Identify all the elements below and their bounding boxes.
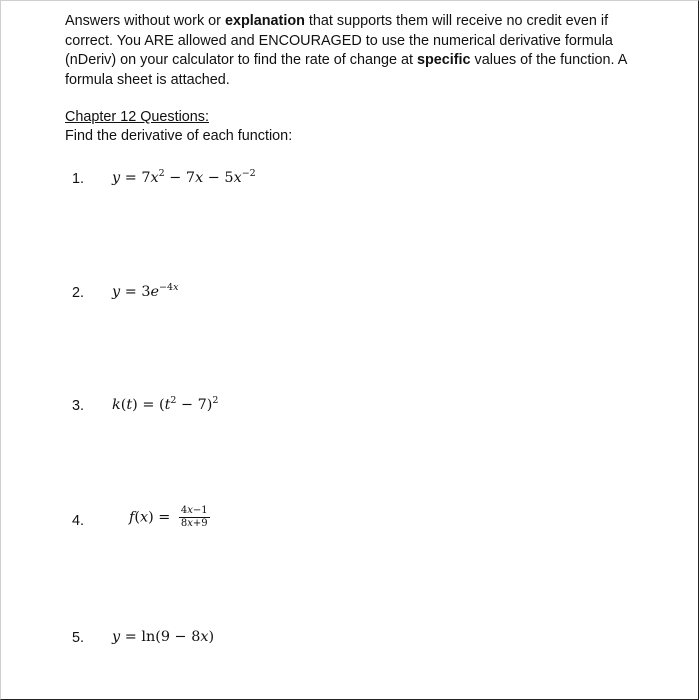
question-5-equation: y = ln(9 − 8x) bbox=[112, 629, 215, 645]
fraction: $\frac{4x-1}{8x+9}$ bbox=[180, 505, 208, 529]
instructions-bold-specific: specific bbox=[416, 52, 471, 68]
instructions-paragraph bbox=[65, 12, 655, 90]
instructions-text-1: Answers without work or bbox=[65, 13, 225, 29]
question-number: 4. bbox=[72, 513, 85, 529]
question-number: 3. bbox=[72, 398, 85, 414]
question-1-equation: $y = 7x^2 - 7x - 5x^{-2}$ bbox=[112, 168, 256, 186]
instructions-text-2: that supports them will receive no credit even if correct. You ARE allowed and ENCOURAGED to use the numerical derivative formula (nDeriv) on your calculator to find the rate of change at bbox=[65, 13, 613, 68]
question-number: 2. bbox=[72, 285, 85, 301]
question-number: 5. bbox=[72, 630, 85, 646]
subheading: Find the derivative of each function: bbox=[65, 128, 293, 144]
instructions-text-3: values of the function. A formula sheet is attached. bbox=[65, 52, 627, 88]
chapter-heading: Chapter 12 Questions: bbox=[65, 109, 209, 125]
question-3-equation: $k(t) = (t^2 - 7)^2$ bbox=[112, 395, 219, 413]
question-2-equation: $y = 3e^{-4x}$ bbox=[112, 282, 179, 300]
instructions-bold-explanation: explanation bbox=[224, 13, 305, 29]
question-number: 1. bbox=[72, 171, 85, 187]
question-4-equation: f(x) = $\frac{4x-1}{8x+9}$ bbox=[129, 505, 208, 529]
